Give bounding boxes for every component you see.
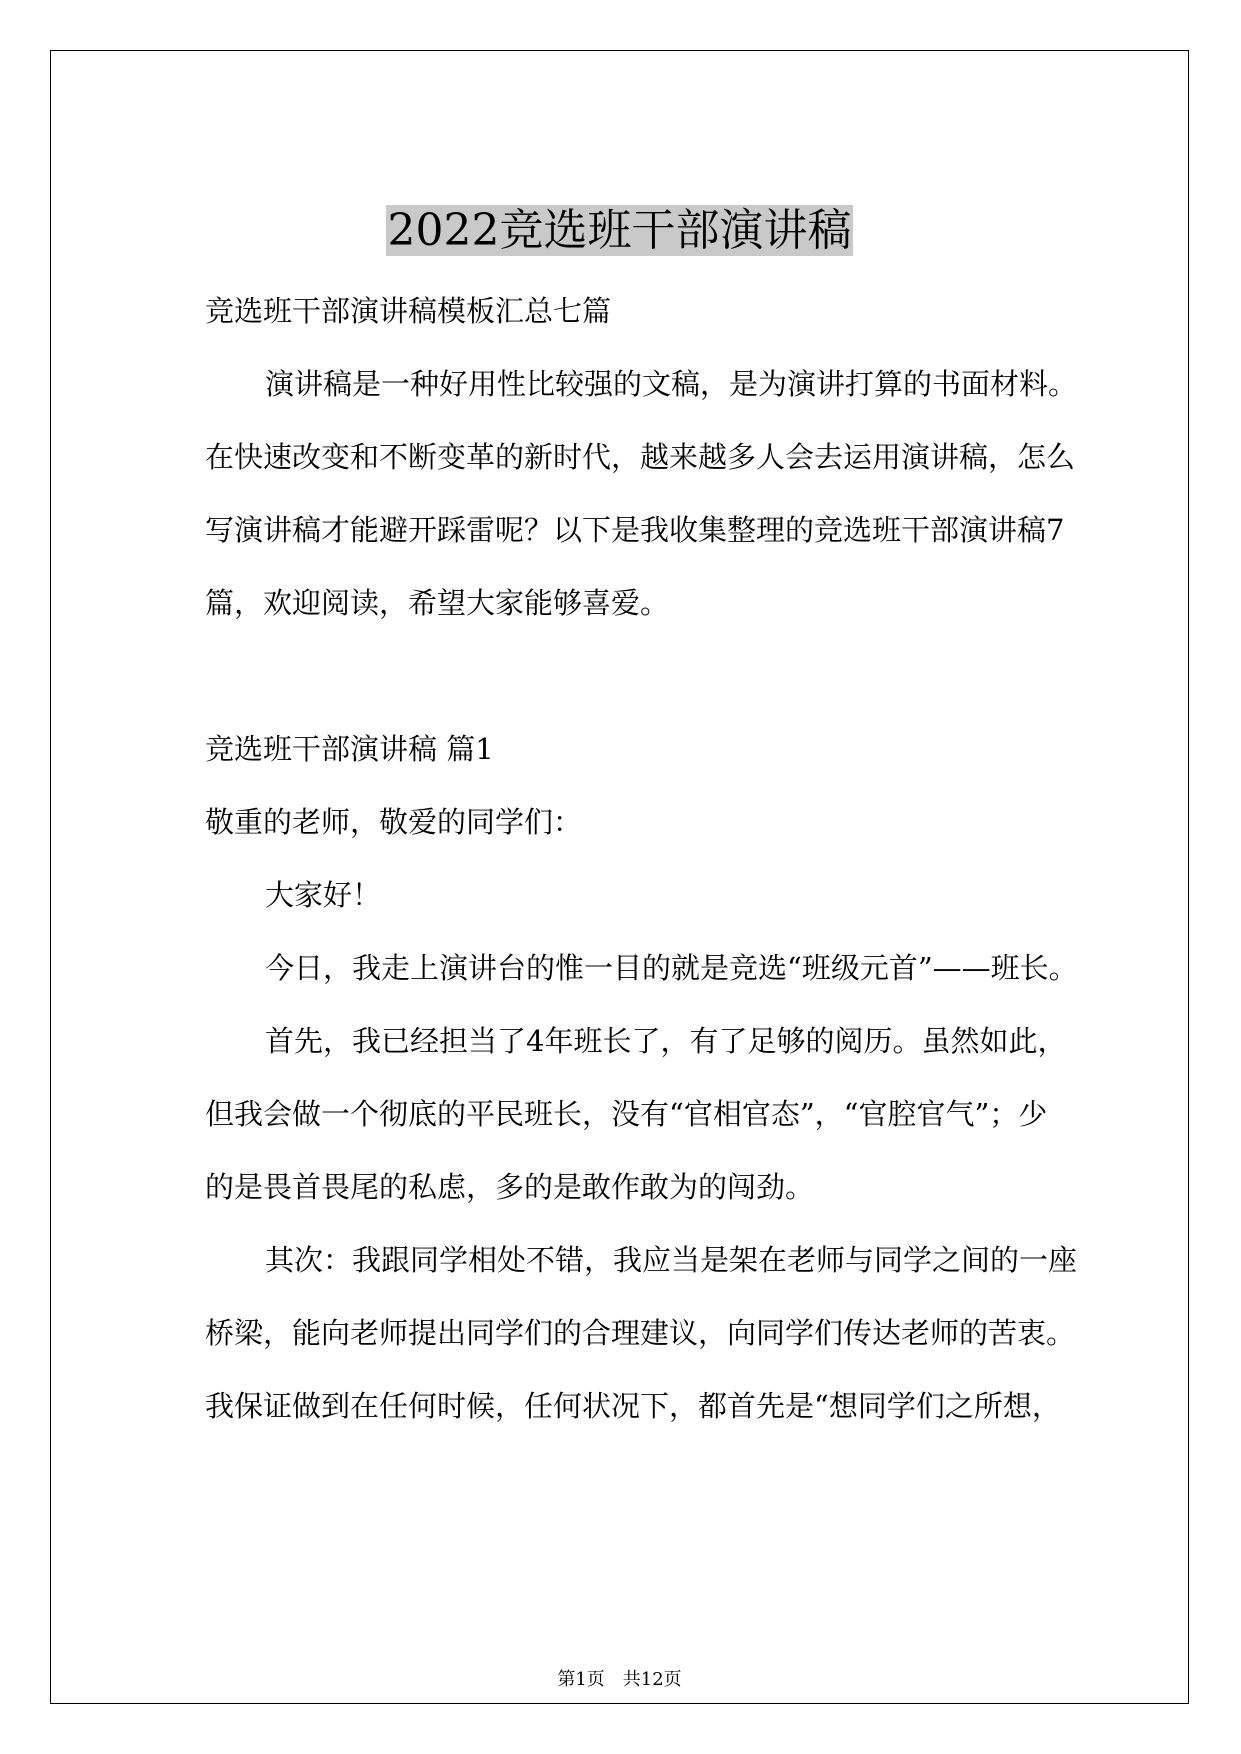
paragraph-3-line-2: 桥梁，能向老师提出同学们的合理建议，向同学们传达老师的苦衷。 — [205, 1316, 1076, 1350]
section-heading: 竞选班干部演讲稿 篇1 — [205, 732, 494, 766]
salutation: 敬重的老师，敬爱的同学们： — [205, 805, 583, 839]
paragraph-3-line-1: 其次：我跟同学相处不错，我应当是架在老师与同学之间的一座 — [265, 1243, 1078, 1277]
paragraph-2-line-3: 的是畏首畏尾的私虑，多的是敢作敢为的闯劲。 — [205, 1170, 815, 1204]
intro-line-3: 写演讲稿才能避开踩雷呢？以下是我收集整理的竞选班干部演讲稿7 — [205, 513, 1065, 547]
paragraph-2-line-2: 但我会做一个彻底的平民班长，没有“官相官态”，“官腔官气”；少 — [205, 1097, 1048, 1131]
document-subtitle: 竞选班干部演讲稿模板汇总七篇 — [205, 294, 612, 328]
greeting: 大家好！ — [265, 878, 382, 912]
document-title-block — [51, 201, 1188, 261]
document-page — [50, 50, 1189, 1704]
paragraph-3-line-3: 我保证做到在任何时候，任何状况下，都首先是“想同学们之所想， — [205, 1389, 1061, 1423]
paragraph-1: 今日，我走上演讲台的惟一目的就是竞选“班级元首”——班长。 — [265, 951, 1078, 985]
paragraph-2-line-1: 首先，我已经担当了4年班长了，有了足够的阅历。虽然如此， — [265, 1024, 1067, 1058]
document-title: 2022竞选班干部演讲稿 — [387, 205, 852, 256]
intro-line-2: 在快速改变和不断变革的新时代，越来越多人会去运用演讲稿，怎么 — [205, 440, 1076, 474]
intro-line-1: 演讲稿是一种好用性比较强的文稿，是为演讲打算的书面材料。 — [265, 367, 1078, 401]
page-number-footer: 第1页 共12页 — [557, 1669, 682, 1690]
intro-line-4: 篇，欢迎阅读，希望大家能够喜爱。 — [205, 586, 670, 620]
